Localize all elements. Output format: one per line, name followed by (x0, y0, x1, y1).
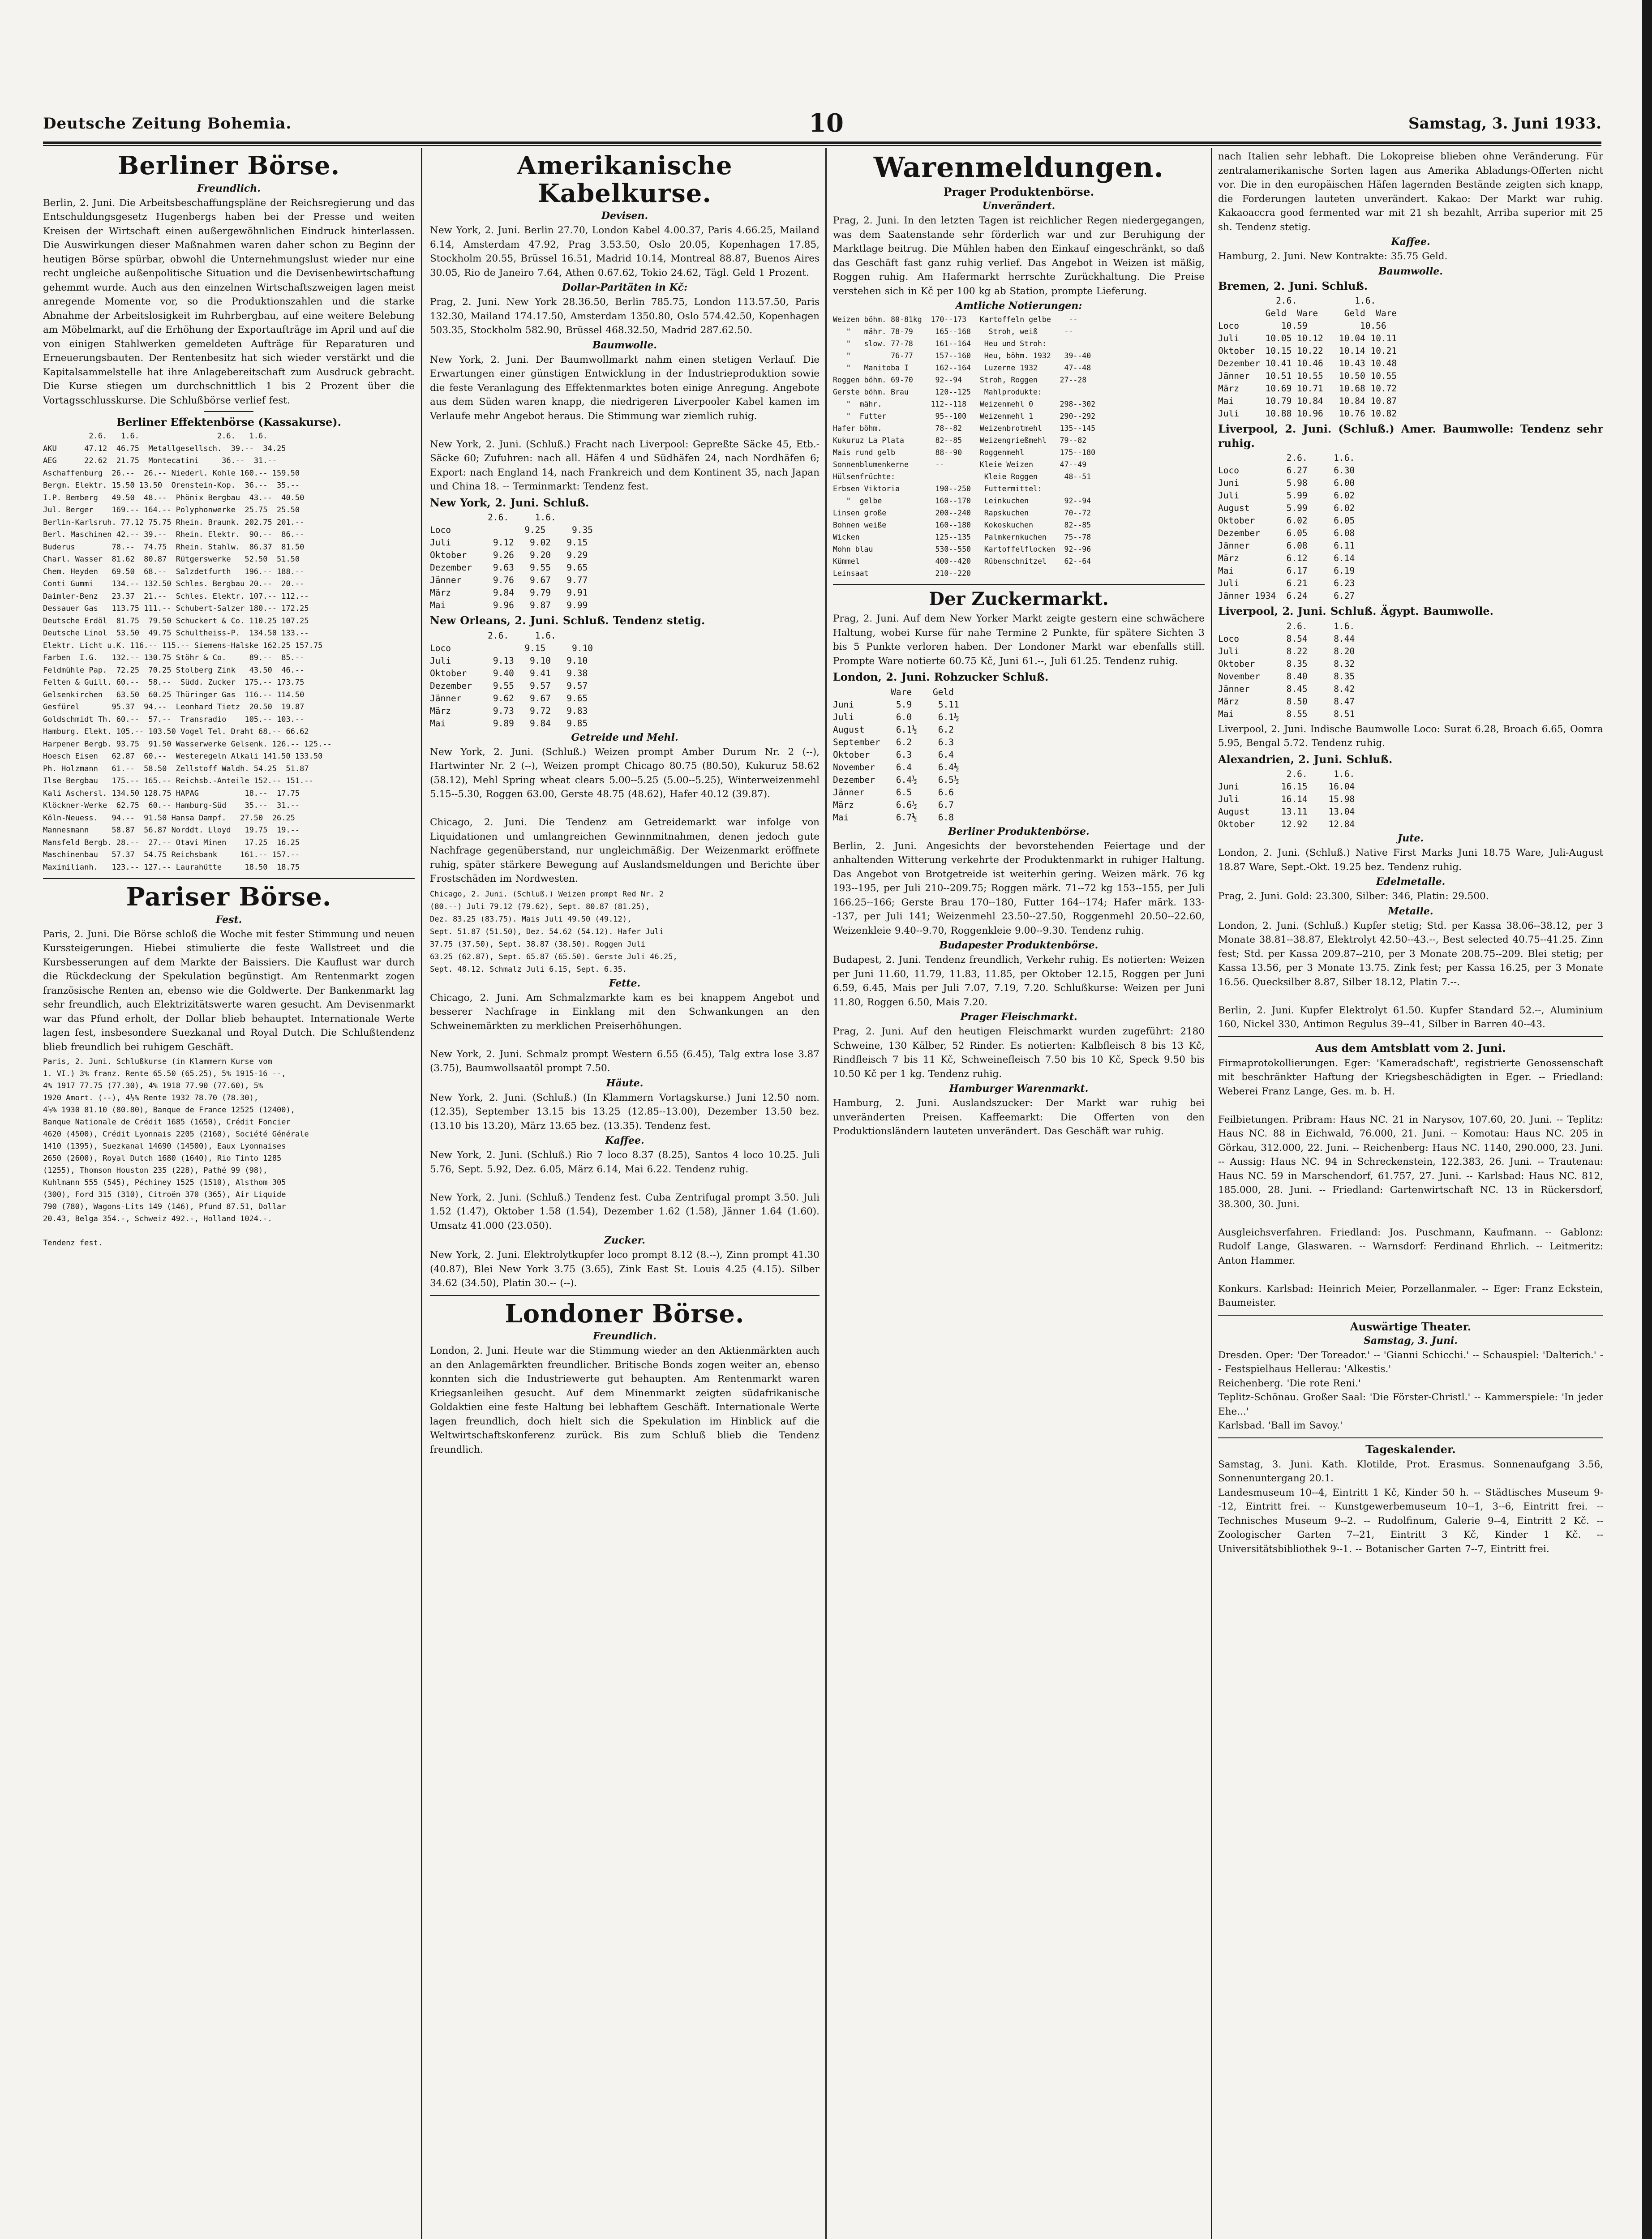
article-text: Berlin, 2. Juni. Angesichts der bevorstehenden Feiertage und der anhaltenden Witterung verkehrte der Produktenmarkt in ruhiger Haltung. Das Angebot von Brotgetreide ist weiterhin gering. Weizen märk. 76 kg 193--195, per Juli 210--209.75; Roggen märk. 71--72 kg 153--155, per Juli 166.25--166; Gerste Brau 170--180, Futter 164--174; Hafer märk. 133--137, per Juli 141; Weizenmehl 23.50--27.50, Roggenmehl 20.50--22.60, Weizenkleie 9.40--9.70, Roggenkleie 9.00--9.30. Tendenz ruhig. (833, 840, 1205, 936)
article-text: Prag, 2. Juni. Gold: 23.300, Silber: 346, Platin: 29.500. (1218, 891, 1489, 902)
column-divider (421, 148, 422, 2239)
london-sugar-table: Ware Geld Juni 5.9 5.11 Juli 6.0 6.1½ August 6.1½ 6.2 September 6.2 6.3 Oktober 6.3 6.4 November 6.4 6.4½ Dezember 6.4½ 6.5½ Jänner 6.5 6.6 März 6.6½ 6.7 Mai 6.7½ 6.8 (833, 686, 959, 823)
section-title-theater: Auswärtige Theater. (1350, 1320, 1472, 1333)
section-subtitle: Baumwolle. (592, 339, 657, 351)
section-subtitle: Devisen. (601, 210, 648, 222)
divider (43, 878, 415, 879)
section-subtitle: Zucker. (604, 1235, 645, 1247)
page-number: 10 (809, 108, 844, 138)
table-caption: Bremen, 2. Juni. Schluß. (1218, 279, 1368, 292)
section-subtitle: Samstag, 3. Juni. (1364, 1334, 1458, 1347)
section-subtitle: Metalle. (1388, 905, 1433, 917)
column-divider (1211, 148, 1212, 2239)
section-title-tageskalender: Tageskalender. (1365, 1442, 1456, 1456)
table-caption: Liverpool, 2. Juni. Schluß. Ägypt. Baumwolle. (1218, 605, 1494, 618)
section-subtitle: Kaffee. (605, 1135, 644, 1147)
section-title-zuckermarkt: Der Zuckermarkt. (929, 588, 1109, 610)
section-subtitle: Häute. (606, 1077, 644, 1089)
section-subtitle: Berliner Produktenbörse. (948, 825, 1090, 837)
article-text: New York, 2. Juni. Der Baumwollmarkt nahm einen stetigen Verlauf. Die Erwartungen einer günstigen Entwicklung in der Industrieproduktion sowie die feste Veranlagung des Effektenmarktes boten einige Anregung. Angebote aus dem Süden waren knapp, die niedrigeren Liverpooler Kabel kamen im Verlaufe mehr Angebot heraus. Die Stimmung war ziemlich ruhig. New York, 2. Juni. (Schluß.) Fracht nach Liverpool: Gepreßte Säcke 45, Etb.-Säcke 60; Zufuhren: nach all. Häfen 4 und Südhäfen 24, nach Nordhäfen 6; Export: nach England 14, nach Frankreich und dem Kontinent 35, nach Japan und China 18. -- Terminmarkt: Tendenz fest. (430, 354, 820, 493)
section-title-amerikanische: Amerikanische Kabelkurse. (517, 151, 733, 208)
article-text: Samstag, 3. Juni. Kath. Klotilde, Prot. Erasmus. Sonnenaufgang 3.56, Sonnenuntergang 20.1. Landesmuseum 10--4, Eintritt 1 Kč, Kinder 50 h. -- Städtisches Museum 9--12, Eintritt frei. -- Kunstgewerbemuseum 10--1, 3--6, Eintritt frei. -- Technisches Museum 9--2. -- Rudolfinum, Galerie 9--4, Eintritt 2 Kč. -- Zoologischer Garten 7--21, Eintritt 3 Kč, Kinder 1 Kč. -- Universitätsbibliothek 9--1. -- Botanischer Garten 7--7, Eintritt frei. (1218, 1458, 1603, 1555)
section-subtitle: Fette. (609, 977, 641, 989)
section-title-londoner-boerse: Londoner Börse. (505, 1299, 745, 1329)
section-subtitle: Freundlich. (197, 182, 261, 194)
column-4 (1218, 148, 1603, 2239)
section-subtitle: Prager Fleischmarkt. (960, 1011, 1077, 1023)
section-subtitle: Jute. (1397, 832, 1424, 844)
column-1 (43, 148, 415, 2239)
section-subtitle: Edelmetalle. (1376, 876, 1446, 888)
liverpool-egypt-table: 2.6. 1.6. Loco 8.54 8.44 Juli 8.22 8.20 Oktober 8.35 8.32 November 8.40 8.35 Jänner 8.45 8.42 März 8.50 8.47 Mai 8.55 8.51 (1218, 621, 1355, 719)
cotton-no-table: 2.6. 1.6. Loco 9.15 9.10 Juli 9.13 9.10 9.10 Oktober 9.40 9.41 9.38 Dezember 9.55 9.57 9.57 Jänner 9.62 9.67 9.65 März 9.73 9.72 9.83 Mai 9.89 9.84 9.85 (430, 630, 593, 729)
column-3 (833, 148, 1205, 2239)
article-text: Prag, 2. Juni. In den letzten Tagen ist reichlicher Regen niedergegangen, was dem Saatenstande sehr förderlich war und zur Beruhigung der Marktlage beitrug. Die Mühlen haben den Einkauf eingeschränkt, so daß das Geschäft fast ganz ruhig verlief. Das Angebot in Weizen ist mäßig, Roggen ruhig. Am Hafermarkt herrschte Zurückhaltung. Die Preise verstehen sich in Kč per 100 kg ab Station, prompte Lieferung. (833, 215, 1205, 297)
article-text: New York, 2. Juni. Elektrolytkupfer loco prompt 8.12 (8.--), Zinn prompt 41.30 (40.87), Blei New York 3.75 (3.65), Zink East St. Louis 4.25 (4.15). Silber 34.62 (34.50), Platin 30.-- (--). (430, 1249, 820, 1289)
paris-quotes: Paris, 2. Juni. Schlußkurse (in Klammern Kurse vom 1. VI.) 3% franz. Rente 65.50 (65.25), 5% 1915-16 --, 4% 1917 77.75 (77.30), 4% 1918 77.90 (77.60), 5% 1920 Amort. (--), 4½% Rente 1932 78.70 (78.30), 4½% 1930 81.10 (80.80), Banque de France 12525 (12400), Banque Nationale de Crédit 1685 (1650), Crédit Foncier 4620 (4500), Crédit Lyonnais 2205 (2160), Société Générale 1410 (1395), Suezkanal 14690 (14500), Eaux Lyonnaises 2650 (2600), Royal Dutch 1680 (1640), Rio Tinto 1285 (1255), Thomson Houston 235 (228), Pathé 99 (98), Kuhlmann 555 (545), Péchiney 1525 (1510), Alsthom 305 (300), Ford 315 (310), Citroën 370 (365), Air Liquide 790 (780), Wagons-Lits 149 (146), Pfund 87.51, Dollar 20.43, Belga 354.-, Schweiz 492.-, Holland 1024.-. Tendenz fest. (43, 1057, 309, 1248)
section-subtitle: Prager Produktenbörse. (943, 185, 1094, 199)
section-subtitle: Freundlich. (593, 1330, 657, 1343)
article-text: Hamburg, 2. Juni. New Kontrakte: 35.75 Geld. (1218, 251, 1448, 262)
article-text: New York, 2. Juni. Berlin 27.70, London Kabel 4.00.37, Paris 4.66.25, Mailand 6.14, Amsterdam 47.92, Prag 3.53.50, Oslo 20.05, Kopenhagen 17.85, Stockholm 20.55, Brüssel 16.51, Madrid 10.14, Montreal 88.87, Buenos Aires 30.05, Rio de Janeiro 7.64, Athen 0.67.62, Tokio 24.62, Tägl. Geld 1 Prozent. (430, 225, 820, 279)
table-caption: New York, 2. Juni. Schluß. (430, 496, 589, 509)
section-subtitle: Getreide und Mehl. (571, 731, 678, 743)
section-title-effektenboerse: Berliner Effektenbörse (Kassakurse). (116, 416, 341, 429)
section-title-warenmeldungen: Warenmeldungen. (873, 151, 1164, 184)
issue-date: Samstag, 3. Juni 1933. (1408, 115, 1601, 133)
section-subtitle: Unverändert. (982, 200, 1056, 212)
section-subtitle: Hamburger Warenmarkt. (949, 1083, 1089, 1095)
column-2 (430, 148, 820, 2239)
scan-edge (1642, 0, 1652, 2239)
alexandria-table: 2.6. 1.6. Juni 16.15 16.04 Juli 16.14 15.98 August 13.11 13.04 Oktober 12.92 12.84 (1218, 769, 1355, 829)
article-text: New York, 2. Juni. (Schluß.) Rio 7 loco 8.37 (8.25), Santos 4 loco 10.25. Juli 5.76, Sept. 5.92, Dez. 6.05, März 6.14, Mai 6.22. Tendenz ruhig. New York, 2. Juni. (Schluß.) Tendenz fest. Cuba Zentrifugal prompt 3.50. Juli 1.52 (1.47), Oktober 1.58 (1.54), Dezember 1.62 (1.58), Jänner 1.64 (1.60). Umsatz 41.000 (23.050). (430, 1150, 820, 1231)
article-text: nach Italien sehr lebhaft. Die Lokopreise blieben ohne Veränderung. Für zentralamerikanische Sorten lagen aus Amerika Abladungs-Offerten nicht vor. Die in den europäischen Häfen lagernden Bestände zeigten sich knapp, die Forderungen lauteten unverändert. Kakao: Der Markt war ruhig. Kakaoaccra good fermented war mit 21 sh bezahlt, Arriba superior mit 25 sh. Tendenz stetig. (1218, 151, 1603, 233)
section-subtitle: Amtliche Notierungen: (955, 300, 1082, 312)
divider (1218, 1315, 1603, 1316)
table-caption: New Orleans, 2. Juni. Schluß. Tendenz stetig. (430, 614, 705, 627)
masthead-rule (43, 142, 1601, 144)
section-subtitle: Dollar-Paritäten in Kč: (562, 282, 688, 294)
article-text: Prag, 2. Juni. New York 28.36.50, Berlin 785.75, London 113.57.50, Paris 132.30, Mailand 174.17.50, Amsterdam 1350.80, Oslo 574.42.50, Kopenhagen 503.35, Stockholm 582.90, Brüssel 468.32.50, Madrid 287.62.50. (430, 296, 820, 336)
article-text: London, 2. Juni. Heute war die Stimmung wieder an den Aktienmärkten auch an den Anlagemärkten freundlicher. Britische Bonds zogen weiter an, ebenso konnten sich die Industriewerte gut behaupten. Am Rentenmarkt waren Kriegsanleihen gesucht. Auf dem Minenmarkt zeigten südafrikanische Goldaktien eine feste Haltung bei lebhaftem Geschäft. Internationale Werte lagen freundlich, doch hielt sich die Spekulation im Hinblick auf die Weltwirtschaftskonferenz zurück. Bis zum Schluß blieb die Tendenz freundlich. (430, 1345, 820, 1455)
section-subtitle: Baumwolle. (1378, 265, 1443, 277)
cotton-ny-table: 2.6. 1.6. Loco 9.25 9.35 Juli 9.12 9.02 9.15 Oktober 9.26 9.20 9.29 Dezember 9.63 9.55 9.65 Jänner 9.76 9.67 9.77 März 9.84 9.79 9.91 Mai 9.96 9.87 9.99 (430, 512, 593, 611)
divider (430, 1295, 820, 1296)
section-subtitle: Budapester Produktenbörse. (939, 939, 1098, 952)
article-text: Liverpool, 2. Juni. Indische Baumwolle Loco: Surat 6.28, Broach 6.65, Oomra 5.95, Bengal 5.72. Tendenz ruhig. (1218, 723, 1603, 749)
table-caption: London, 2. Juni. Rohzucker Schluß. (833, 670, 1049, 684)
article-text: Budapest, 2. Juni. Tendenz freundlich, Verkehr ruhig. Es notierten: Weizen per Juni 11.60, 11.79, 11.83, 11.85, per Oktober 12.15, Roggen per Juni 6.59, 6.45, Mais per Juli 7.07, 7.19, 7.20. Schlußkurse: Weizen per Juni 11.80, Roggen 6.50, Mais 7.20. (833, 954, 1205, 1008)
newspaper-name: Deutsche Zeitung Bohemia. (43, 115, 292, 133)
article-text: Berlin, 2. Juni. Die Arbeitsbeschaffungspläne der Reichsregierung und das Entschuldungsgesetz Hugenbergs haben bei der Presse und weiten Kreisen der Wirtschaft einen außergewöhnlichen Eindruck hinterlassen. Die Auswirkungen dieser Maßnahmen waren daher schon zu Beginn der heutigen Börse spürbar, obwohl die Unternehmungslust wieder nur eine recht ungleiche außenpolitische Situation und die Devisenbewirtschaftung gehemmt wurde. Auch aus den einzelnen Wirtschaftszweigen lagen meist anregende Momente vor, so die Produktionszahlen und die starke Abnahme der Arbeitslosigkeit im Ruhrbergbau, auf eine weitere Belebung am Möbelmarkt, auf die Erhöhung der Exportaufträge im April und auf die von einigen Stahlwerken gemeldeten Aufträge für Reparaturen und Erneuerungsbauten. Der Rentenbesitz hat sich wieder verstärkt und die Kapitalsammelstelle hat ihre Anlagebereitschaft zum Ausdruck gebracht. Die Kurse stiegen um durchschnittlich 1 bis 2 Prozent über die Vortagsschlusskurse. Die Schlußbörse verlief fest. (43, 197, 415, 406)
article-text: Chicago, 2. Juni. Am Schmalzmarkte kam es bei knappem Angebot und besserer Nachfrage in Einklang mit den Schwankungen an den Schweinemärkten zu merklichen Preiserhöhungen. New York, 2. Juni. Schmalz prompt Western 6.55 (6.45), Talg extra lose 3.87 (3.75), Baumwollsaatöl prompt 7.50. (430, 992, 820, 1074)
article-text: Prag, 2. Juni. Auf den heutigen Fleischmarkt wurden zugeführt: 2180 Schweine, 130 Kälber, 52 Rinder. Es notierten: Kalbfleisch 8 bis 13 Kč, Rindfleisch 7 bis 11 Kč, Schweinefleisch 7.50 bis 10 Kč, Speck 9.50 bis 10.50 Kč per 1 kg. Tendenz ruhig. (833, 1026, 1205, 1080)
commodity-price-table: Weizen böhm. 80-81kg 170--173 Kartoffeln gelbe -- " mähr. 78-79 165--168 Stroh, weiß -- " slow. 77-78 161--164 Heu und Stroh: " 76-77 157--160 Heu, böhm. 1932 39--40 " Manitoba I 162--164 Luzerne 1932 47--48 Roggen böhm. 69-70 92--94 Stroh, Roggen 27--28 Gerste böhm. Brau 120--125 Mahlprodukte: " mähr. 112--118 Weizenmehl 0 298--302 " Futter 95--100 Weizenmehl 1 290--292 Hafer böhm. 78--82 Weizenbrotmehl 135--145 Kukuruz La Plata 82--85 Weizengrießmehl 79--82 Mais rund gelb 88--90 Roggenmehl 175--180 Sonnenblumenkerne -- Kleie Weizen 47--49 Hülsenfrüchte: Kleie Roggen 48--51 Erbsen Viktoria 190--250 Futtermittel: " gelbe 160--170 Leinkuchen 92--94 Linsen große 200--240 Rapskuchen 70--72 Bohnen weiße 160--180 Kokoskuchen 82--85 Wicken 125--135 Palmkernkuchen 75--78 Mohn blau 530--550 Kartoffelflocken 92--96 Kümmel 400--420 Rübenschnitzel 62--64 Leinsaat 210--220 (833, 315, 1096, 578)
column-divider (825, 148, 827, 2239)
divider (1218, 1437, 1603, 1438)
article-text: Dresden. Oper: 'Der Toreador.' -- 'Gianni Schicchi.' -- Schauspiel: 'Dalterich.' -- Festspielhaus Hellerau: 'Alkestis.' Reichenberg. 'Die rote Reni.' Teplitz-Schönau. Großer Saal: 'Die Förster-Christl.' -- Kammerspiele: 'In jeder Ehe...' Karlsbad. 'Ball im Savoy.' (1218, 1349, 1603, 1431)
section-subtitle: Kaffee. (1391, 236, 1430, 248)
bremen-cotton-table: 2.6. 1.6. Geld Ware Geld Ware Loco 10.59 10.56 Juli 10.05 10.12 10.04 10.11 Oktober 10.15 10.22 10.14 10.21 Dezember 10.41 10.46 10.43 10.48 Jänner 10.51 10.55 10.50 10.55 März 10.69 10.71 10.68 10.72 Mai 10.79 10.84 10.84 10.87 Juli 10.88 10.96 10.76 10.82 (1218, 296, 1397, 419)
article-text: Firmaprotokollierungen. Eger: 'Kameradschaft', registrierte Genossenschaft mit beschränkter Haftung der Kriegsbeschädigten in Eger. -- Friedland: Weberei Franz Lange, Ges. m. b. H. Feilbietungen. Pribram: Haus NC. 21 in Narysov, 107.60, 20. Juni. -- Teplitz: Haus NC. 88 in Eichwald, 76.000, 21. Juni. -- Komotau: Haus NC. 205 in Görkau, 312.000, 22. Juni. -- Reichenberg: Haus NC. 1140, 290.000, 23. Juni. -- Aussig: Haus NC. 94 in Schreckenstein, 122.383, 26. Juni. -- Trautenau: Haus NC. 59 in Marschendorf, 61.757, 27. Juni. -- Karlsbad: Haus NC. 812, 185.000, 28. Juni. -- Friedland: Gartenwirtschaft NC. 13 in Rückersdorf, 38.300, 30. Juni. Ausgleichsverfahren. Friedland: Jos. Puschmann, Kaufmann. -- Gablonz: Rudolf Lange, Glaswaren. -- Warnsdorf: Ferdinand Ehrlich. -- Leitmeritz: Anton Hammer. Konkurs. Karlsbad: Heinrich Meier, Porzellanmaler. -- Eger: Franz Eckstein, Baumeister. (1218, 1057, 1603, 1308)
article-text: New York, 2. Juni. (Schluß.) Weizen prompt Amber Durum Nr. 2 (--), Hartwinter Nr. 2 (--), Weizen prompt Chicago 80.75 (80.50), Kukuruz 58.62 (58.12), Mehl Spring wheat clears 5.00--5.25 (5.00--5.25), Winterweizenmehl 5.15--5.30, Roggen 63.00, Gerste 48.75 (48.62), Hafer 40.12 (39.87). Chicago, 2. Juni. Die Tendenz am Getreidemarkt war infolge von Liquidationen und umlangreichen Gewinnmitnahmen, denen jedoch gute Nachfrage gegenüberstand, nur ungleichmäßig. Der Weizenmarkt eröffnete ruhig, später stärkere Bewegung auf Auslandsmeldungen und Berichte über Frostschäden im Nordwesten. (430, 746, 820, 885)
table-caption: Alexandrien, 2. Juni. Schluß. (1218, 752, 1393, 766)
article-text: Paris, 2. Juni. Die Börse schloß die Woche mit fester Stimmung und neuen Kurssteigerungen. Hiebei stimulierte die feste Wallstreet und die Kursbesserungen auf dem Markte der Baissiers. Die Kauflust war durch die Rückdeckung der Spekulation begünstigt. Am Rentenmarkt zogen französische Renten an, ebenso wie die Goldwerte. Der Bankenmarkt lag sehr freundlich, auch Elektrizitätswerte waren gesucht. Am Devisenmarkt war das Pfund erholt, der Dollar blieb behauptet. Internationale Werte lagen fest, insbesondere Suezkanal und Royal Dutch. Die Schlußtendenz blieb freundlich bei ruhigem Geschäft. (43, 928, 415, 1053)
chicago-quotes: Chicago, 2. Juni. (Schluß.) Weizen prompt Red Nr. 2 (80.--) Juli 79.12 (79.62), Sept. 80.87 (81.25), Dez. 83.25 (83.75). Mais Juli 49.50 (49.12), Sept. 51.87 (51.50), Dez. 54.62 (54.12). Hafer Juli 37.75 (37.50), Sept. 38.87 (38.50). Roggen Juli 63.25 (62.87), Sept. 65.87 (65.50). Gerste Juli 46.25, Sept. 48.12. Schmalz Juli 6.15, Sept. 6.35. (430, 889, 678, 974)
liverpool-cotton-table: 2.6. 1.6. Loco 6.27 6.30 Juni 5.98 6.00 Juli 5.99 6.02 August 5.99 6.02 Oktober 6.02 6.05 Dezember 6.05 6.08 Jänner 6.08 6.11 März 6.12 6.14 Mai 6.17 6.19 Juli 6.21 6.23 Jänner 1934 6.24 6.27 (1218, 453, 1355, 601)
article-text: London, 2. Juni. (Schluß.) Kupfer stetig; Std. per Kassa 38.06--38.12, per 3 Monate 38.81--38.87, Elektrolyt 42.50--43.--, Best selected 40.75--41.25. Zinn fest; Std. per Kassa 209.87--210, per 3 Monate 208.75--209. Blei stetig; per Kassa 13.56, per 3 Monate 13.75. Zink fest; per Kassa 16.25, per 3 Monate 16.56. Quecksilber 8.87, Silber 18.12, Platin 7.--. Berlin, 2. Juni. Kupfer Elektrolyt 61.50. Kupfer Standard 52.--, Aluminium 160, Nickel 330, Antimon Regulus 39--41, Silber in Barren 40--43. (1218, 920, 1603, 1030)
masthead-rule-thin (43, 145, 1601, 146)
article-text: Prag, 2. Juni. Auf dem New Yorker Markt zeigte gestern eine schwächere Haltung, wobei Kurse für nahe Termine 2 Punkte, für spätere Sichten 3 bis 5 Punkte verloren haben. Der Londoner Markt war ebenfalls still. Prompte Ware notierte 60.75 Kč, Juni 61.--, Juli 61.25. Tendenz ruhig. (833, 613, 1205, 667)
article-text: New York, 2. Juni. (Schluß.) (In Klammern Vortagskurse.) Juni 12.50 nom. (12.35), September 13.15 bis 13.25 (12.85--13.00), Dezember 13.50 bez. (13.10 bis 13.20), März 13.65 bez. (13.35). Tendenz fest. (430, 1092, 820, 1132)
divider (204, 411, 253, 412)
masthead (43, 108, 1601, 140)
article-text: Hamburg, 2. Juni. Auslandszucker: Der Markt war ruhig bei unveränderten Preisen. Kaffeemarkt: Die Offerten von den Produktionsländern lauteten unverändert. Das Geschäft war ruhig. (833, 1098, 1205, 1137)
table-caption: Liverpool, 2. Juni. (Schluß.) Amer. Baumwolle: Tendenz sehr ruhig. (1218, 422, 1603, 450)
divider (1218, 1036, 1603, 1037)
section-title-berliner-boerse: Berliner Börse. (117, 151, 340, 180)
stock-quote-table: 2.6. 1.6. 2.6. 1.6. AKU 47.12 46.75 Metallgesellsch. 39.-- 34.25 AEG 22.62 21.75 Montecatini 36.-- 31.-- Aschaffenburg 26.-- 26.-- Niederl. Kohle 160.-- 159.50 Bergm. Elektr. 15.50 13.50 Orenstein-Kop. 36.-- 35.-- I.P. Bemberg 49.50 48.-- Phönix Bergbau 43.-- 40.50 Jul. Berger 169.-- 164.-- Polyphonwerke 25.75 25.50 Berlin-Karlsruh. 77.12 75.75 Rhein. Braunk. 202.75 201.-- Berl. Maschinen 42.-- 39.-- Rhein. Elektr. 90.-- 86.-- Buderus 78.-- 74.75 Rhein. Stahlw. 86.37 81.50 Charl. Wasser 81.62 80.87 Rütgerswerke 52.50 51.50 Chem. Heyden 69.50 68.-- Salzdetfurth 196.-- 188.-- Conti Gummi 134.-- 132.50 Schles. Bergbau 20.-- 20.-- Daimler-Benz 23.37 21.-- Schles. Elektr. 107.-- 112.-- Dessauer Gas 113.75 111.-- Schubert-Salzer 180.-- 172.25 Deutsche Erdöl 81.75 79.50 Schuckert & Co. 110.25 107.25 Deutsche Linol 53.50 49.75 Schultheiss-P. 134.50 133.-- Elektr. Licht u.K. 116.-- 115.-- Siemens-Halske 162.25 157.75 Farben I.G. 132.-- 130.75 Stöhr & Co. 89.-- 85.-- Feldmühle Pap. 72.25 70.25 Stolberg Zink 43.50 46.-- Felten & Guill. 60.-- 58.-- Südd. Zucker 175.-- 173.75 Gelsenkirchen 63.50 60.25 Thüringer Gas 116.-- 114.50 Gesfürel 95.37 94.-- Leonhard Tietz 20.50 19.87 Goldschmidt Th. 60.-- 57.-- Transradio 105.-- 103.-- Hamburg. Elekt. 105.-- 103.50 Vogel Tel. Draht 68.-- 66.62 Harpener Bergb. 93.75 91.50 Wasserwerke Gelsenk. 126.-- 125.-- Hoesch Eisen 62.87 60.-- Westeregeln Alkali 141.50 133.50 Ph. Holzmann 61.-- 58.50 Zellstoff Waldh. 54.25 51.87 Ilse Bergbau 175.-- 165.-- Reichsb.-Anteile 152.-- 151.-- Kali Aschersl. 134.50 128.75 HAPAG 18.-- 17.75 Klöckner-Werke 62.75 60.-- Hamburg-Süd 35.-- 31.-- Köln-Neuess. 94.-- 91.50 Hansa Dampf. 27.50 26.25 Mannesmann 58.87 56.87 Norddt. Lloyd 19.75 19.-- Mansfeld Bergb. 28.-- 27.-- Otavi Minen 17.25 16.25 Maschinenbau 57.37 54.75 Reichsbank 161.-- 157.-- Maximilianh. 123.-- 127.-- Laurahütte 18.50 18.75 (43, 432, 332, 872)
section-subtitle: Fest. (215, 914, 242, 926)
section-title-pariser-boerse: Pariser Börse. (126, 882, 332, 912)
section-title-amtsblatt: Aus dem Amtsblatt vom 2. Juni. (1315, 1041, 1506, 1055)
divider (833, 584, 1205, 585)
article-text: London, 2. Juni. (Schluß.) Native First Marks Juni 18.75 Ware, Juli-August 18.87 Ware, Sept.-Okt. 19.25 bez. Tendenz ruhig. (1218, 847, 1603, 873)
